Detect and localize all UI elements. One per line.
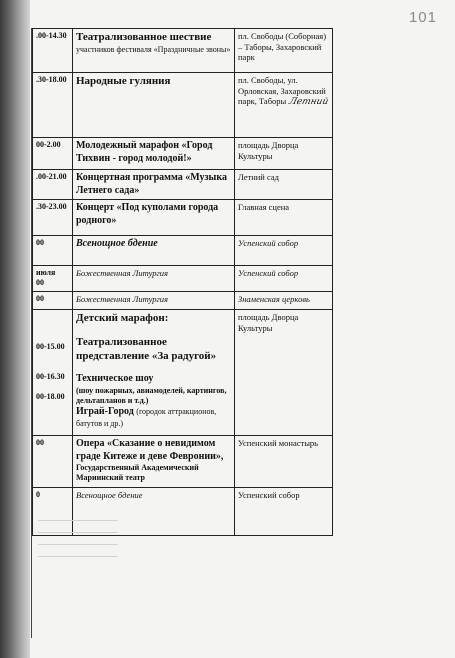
event-cell [73,236,235,266]
event-text [76,373,231,386]
time-cell [33,266,73,292]
time-text: .00-21.00 [36,172,67,181]
place-cell [235,488,333,536]
faint-handwriting-lines [38,520,118,568]
event-text [76,268,231,279]
time-text: 00 [36,438,44,447]
event-cell [73,138,235,170]
time-cell [33,138,73,170]
event-text [76,463,231,483]
time-text [36,312,69,322]
page-number: 101 [408,9,437,26]
time-text: июля [36,268,56,277]
event-title: Театрализованное шествие [76,31,212,43]
scan-binding-shadow [0,0,30,658]
event-cell [73,200,235,236]
event-note: (городок аттракционов, батутов и др.) [76,406,217,429]
place-text: Успенский монастырь [238,438,319,448]
place-cell [235,170,333,200]
schedule-table [32,28,333,536]
event-title: Народные гуляния [76,75,171,87]
time-cell [33,200,73,236]
event-text [76,490,231,501]
place-cell [235,292,333,310]
event-cell [73,436,235,488]
time-text: 00 [36,238,44,247]
event-text [76,31,231,45]
place-cell [235,436,333,488]
event-cell [73,292,235,310]
time-text [36,322,69,332]
place-text: Успенский собор [238,238,299,248]
schedule-row [33,200,333,236]
time-cell [33,436,73,488]
event-cell [73,266,235,292]
schedule-body [33,29,333,536]
schedule-row [33,73,333,138]
place-cell [235,266,333,292]
time-text: 00-2.00 [36,140,61,149]
event-text [76,406,231,431]
event-text [76,202,231,227]
schedule-row [33,170,333,200]
place-text: Успенский собор [238,268,299,278]
place-text: пл. Свободы, ул. Орловская, Захаровский парк, Таборы [238,75,326,107]
place-text: Летний сад [238,172,279,182]
time-text: 00 [36,294,44,303]
time-text: .30-23.00 [36,202,67,211]
time-text [36,362,69,372]
event-text [76,326,231,336]
event-title: Играй-Город [76,405,134,417]
event-title: Детский марафон: [76,312,169,324]
time-text [36,352,69,362]
time-cell [33,170,73,200]
event-text [76,336,231,364]
event-text [76,238,231,251]
event-cell [73,29,235,73]
place-cell [235,236,333,266]
time-cell [33,292,73,310]
event-text [76,438,231,463]
place-text: Главная сцена [238,202,290,212]
event-cell [73,310,235,436]
event-text [76,363,231,373]
schedule-row [33,138,333,170]
event-text [76,172,231,197]
time-text: 0 [36,490,40,499]
place-text: Успенский собор [238,490,300,500]
schedule-row [33,292,333,310]
event-text [76,75,231,89]
event-cell [73,170,235,200]
event-title: участников фестиваля «Праздничные звоны» [76,44,231,54]
event-title: Всенощное бдение [76,490,143,500]
time-cell [33,73,73,138]
place-text: Знаменская церковь [238,294,310,304]
event-cell [73,73,235,138]
event-title: Концерт «Под куполами города родного» [76,202,219,226]
schedule-row [33,266,333,292]
place-text: пл. Свободы (Соборная) – Таборы, Захаровский парк [238,31,327,63]
place-text: площадь Дворца Культуры [238,140,299,161]
event-text [76,294,231,305]
time-text: 00-16.30 [36,372,65,381]
time-text: 00-15.00 [36,342,65,351]
event-title: (шоу пожарных, авиамоделей, картингов, дельтапланов и т.д.) [76,385,227,405]
event-text [76,312,231,326]
event-title: Опера «Сказание о невидимом граде Китеже и деве Февронии», [76,438,224,462]
time-text: .30-18.00 [36,75,67,84]
time-text [36,332,69,342]
event-title: Всенощное бдение [76,238,158,249]
event-title: Концертная программа «Музыка Летнего сада» [76,172,227,196]
time-cell [33,29,73,73]
event-text [76,386,231,406]
event-title: Божественная Литургия [76,268,169,278]
place-cell [235,29,333,73]
place-cell [235,138,333,170]
time-text [36,382,69,392]
time-text: .00-14.30 [36,31,67,40]
event-title: Государственный Академический Мариинский театр [76,463,199,482]
schedule-row [33,310,333,436]
time-cell [33,236,73,266]
event-title: Молодежный марафон «Город Тихвин - город молодой!» [76,140,213,164]
place-cell [235,310,333,436]
event-text [76,45,231,55]
time-text: 00 [36,278,44,287]
place-cell [235,73,333,138]
schedule-row [33,29,333,73]
schedule-row [33,436,333,488]
event-text [76,140,231,165]
event-title: Божественная Литургия [76,294,169,304]
time-text: 00-18.00 [36,392,65,401]
event-title: Техническое шоу [76,373,154,385]
event-title: Театрализованное представление «За радугой» [76,335,217,362]
handwritten-signature: Летний [288,97,330,108]
place-text: площадь Дворца Культуры [238,312,299,333]
place-cell [235,200,333,236]
schedule-row [33,236,333,266]
time-cell [33,310,73,436]
